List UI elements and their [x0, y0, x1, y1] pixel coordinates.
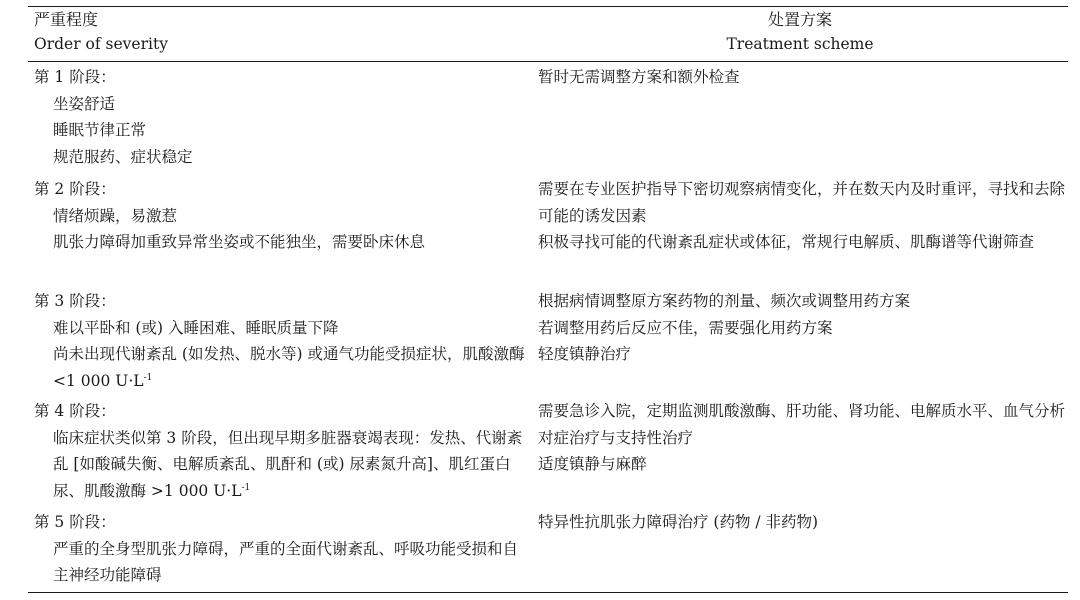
symptom-item: 严重的全身型肌张力障碍，严重的全面代谢紊乱、呼吸功能受损和自主神经功能障碍: [53, 539, 519, 584]
header-treatment-en: Treatment scheme: [726, 35, 874, 53]
symptom-item: 难以平卧和 (或) 入睡困难、睡眠质量下降: [53, 318, 339, 337]
header-severity: [34, 8, 168, 56]
header-severity-en: Order of severity: [34, 35, 168, 53]
treatment-item: 特异性抗肌张力障碍治疗 (药物 / 非药物): [538, 513, 819, 531]
treatment-item: 对症治疗与支持性治疗: [538, 428, 694, 447]
severity-cell: [34, 64, 529, 170]
header-severity-cn: 严重程度: [34, 10, 99, 29]
treatment-item: 若调整用药后反应不佳，需要强化用药方案: [538, 318, 833, 337]
symptom-item: 坐姿舒适: [53, 94, 116, 113]
treatment-item: 适度镇静与麻醉: [538, 455, 647, 473]
stage-label: 第 2 阶段：: [34, 180, 116, 198]
symptom-item: 情绪烦躁，易激惹: [53, 206, 178, 225]
symptom-item: [34, 425, 529, 505]
treatment-item: 需要急诊入院，定期监测肌酸激酶、肝功能、肾功能、电解质水平、血气分析: [538, 402, 1066, 420]
table: [28, 0, 1068, 600]
symptom-item: 肌张力障碍加重致异常坐姿或不能独坐，需要卧床休息: [53, 233, 426, 251]
stage-label: 第 4 阶段：: [34, 402, 116, 420]
treatment-item: 需要在专业医护指导下密切观察病情变化，并在数天内及时重评，寻找和去除可能的诱发因素: [538, 180, 1066, 225]
unit-superscript: -1: [143, 372, 153, 383]
treatment-cell: [538, 64, 1066, 91]
severity-cell: [34, 398, 529, 504]
table-bottom-rule: [28, 592, 1068, 593]
table-top-rule: [28, 6, 1068, 7]
treatment-item: 根据病情调整原方案药物的剂量、频次或调整用药方案: [538, 292, 911, 310]
table-header-rule: [28, 61, 1068, 62]
treatment-cell: [538, 176, 1066, 256]
treatment-cell: [538, 509, 1066, 536]
header-treatment-cn: 处置方案: [767, 10, 832, 29]
symptom-text: 尚未出现代谢紊乱 (如发热、脱水等) 或通气功能受损症状，肌酸激酶 <1 000 U·L: [53, 345, 525, 390]
header-treatment: [532, 8, 1068, 56]
treatment-cell: [538, 288, 1066, 368]
unit-superscript: -1: [241, 482, 251, 493]
treatment-item: 轻度镇静治疗: [538, 345, 632, 363]
symptom-text: 临床症状类似第 3 阶段，但出现早期多脏器衰竭表现：发热、代谢紊乱 [如酸碱失衡、电解质紊乱、肌酐和 (或) 尿素氮升高]、肌红蛋白尿、肌酸激酶 >1 000 U·L: [53, 428, 523, 500]
severity-cell: [34, 176, 529, 256]
symptom-item: 规范服药、症状稳定: [53, 147, 193, 166]
symptom-item: 睡眠节律正常: [53, 121, 147, 139]
stage-label: 第 1 阶段：: [34, 68, 116, 86]
treatment-item: 暂时无需调整方案和额外检查: [538, 68, 740, 86]
severity-cell: [34, 288, 529, 394]
stage-label: 第 3 阶段：: [34, 292, 116, 310]
severity-cell: [34, 509, 529, 589]
stage-label: 第 5 阶段：: [34, 513, 116, 531]
symptom-item: [34, 341, 529, 394]
treatment-item: 积极寻找可能的代谢紊乱症状或体征，常规行电解质、肌酶谱等代谢筛查: [538, 233, 1035, 251]
treatment-cell: [538, 398, 1066, 478]
